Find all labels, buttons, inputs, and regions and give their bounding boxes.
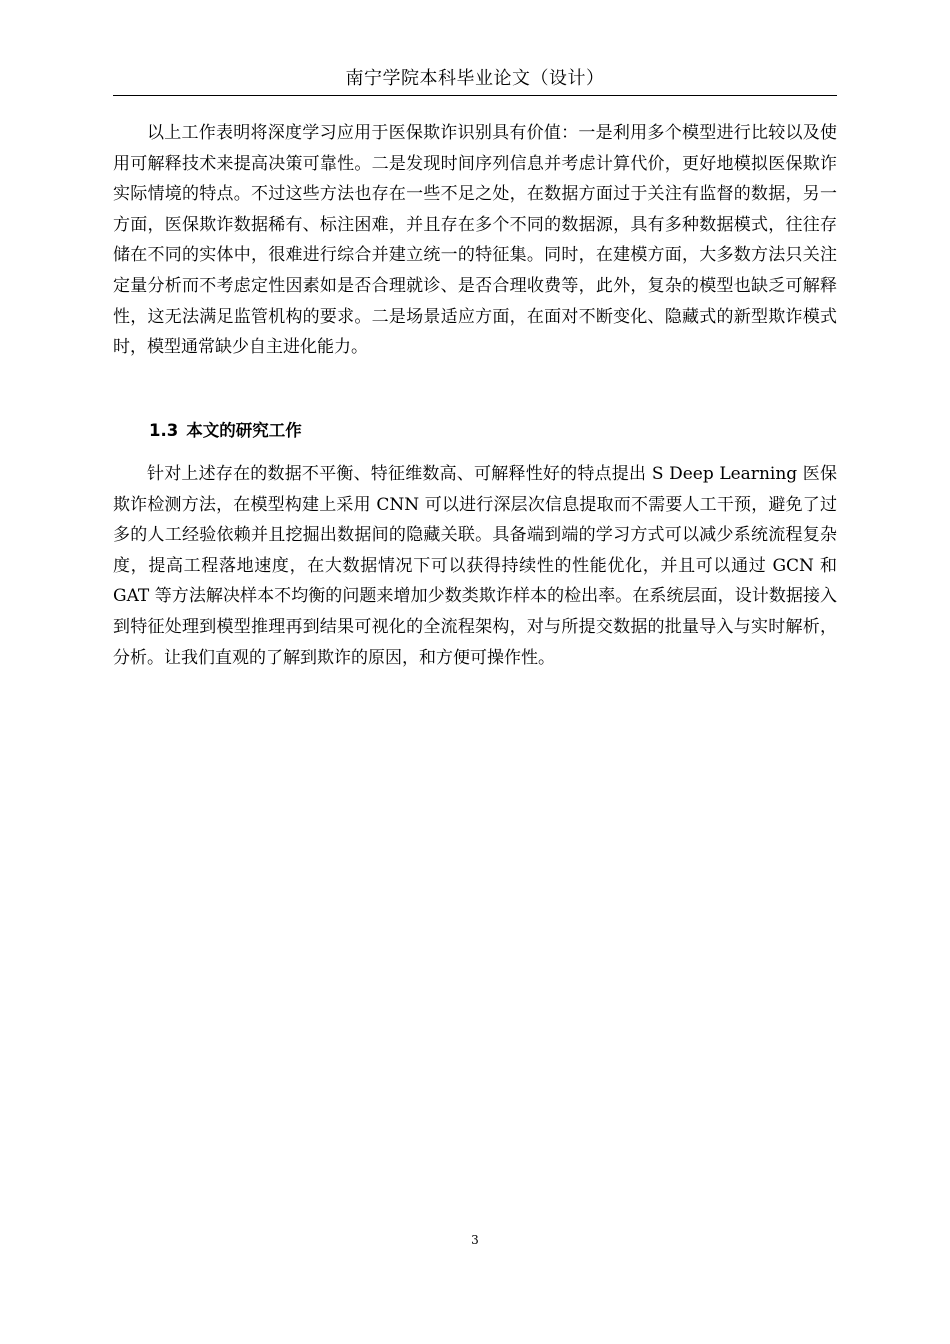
body-paragraph-2: 针对上述存在的数据不平衡、特征维数高、可解释性好的特点提出 S Deep Learning 医保欺诈检测方法，在模型构建上采用 CNN 可以进行深层次信息提取而不需要人工干预，避免了过多的人工经验依赖并且挖掘出数据间的隐藏关联。具备端到端的学习方式可以减少系统流程复杂度，提高工程落地速度，在大数据情况下可以获得持续性的性能优化，并且可以通过 GCN 和 GAT 等方法解决样本不均衡的问题来增加少数类欺诈样本的检出率。在系统层面，设计数据接入到特征处理到模型推理再到结果可视化的全流程架构，对与所提交数据的批量导入与实时解析，分析。让我们直观的了解到欺诈的原因，和方便可操作性。 [113,464,837,668]
section-heading [149,417,302,445]
page-number: 3 [471,1233,479,1247]
section-title: 本文的研究工作 [186,421,302,440]
header-divider [113,95,837,96]
running-header: 南宁学院本科毕业论文（设计） [345,68,605,89]
body-paragraph-1: 以上工作表明将深度学习应用于医保欺诈识别具有价值：一是利用多个模型进行比较以及使用可解释技术来提高决策可靠性。二是发现时间序列信息并考虑计算代价，更好地模拟医保欺诈实际情境的特点。不过这些方法也存在一些不足之处，在数据方面过于关注有监督的数据，另一方面，医保欺诈数据稀有、标注困难，并且存在多个不同的数据源，具有多种数据模式，往往存储在不同的实体中，很难进行综合并建立统一的特征集。同时，在建模方面，大多数方法只关注定量分析而不考虑定性因素如是否合理就诊、是否合理收费等，此外，复杂的模型也缺乏可解释性，这无法满足监管机构的要求。二是场景适应方面，在面对不断变化、隐藏式的新型欺诈模式时，模型通常缺少自主进化能力。 [113,123,837,358]
section-number: 1.3 [149,421,179,440]
